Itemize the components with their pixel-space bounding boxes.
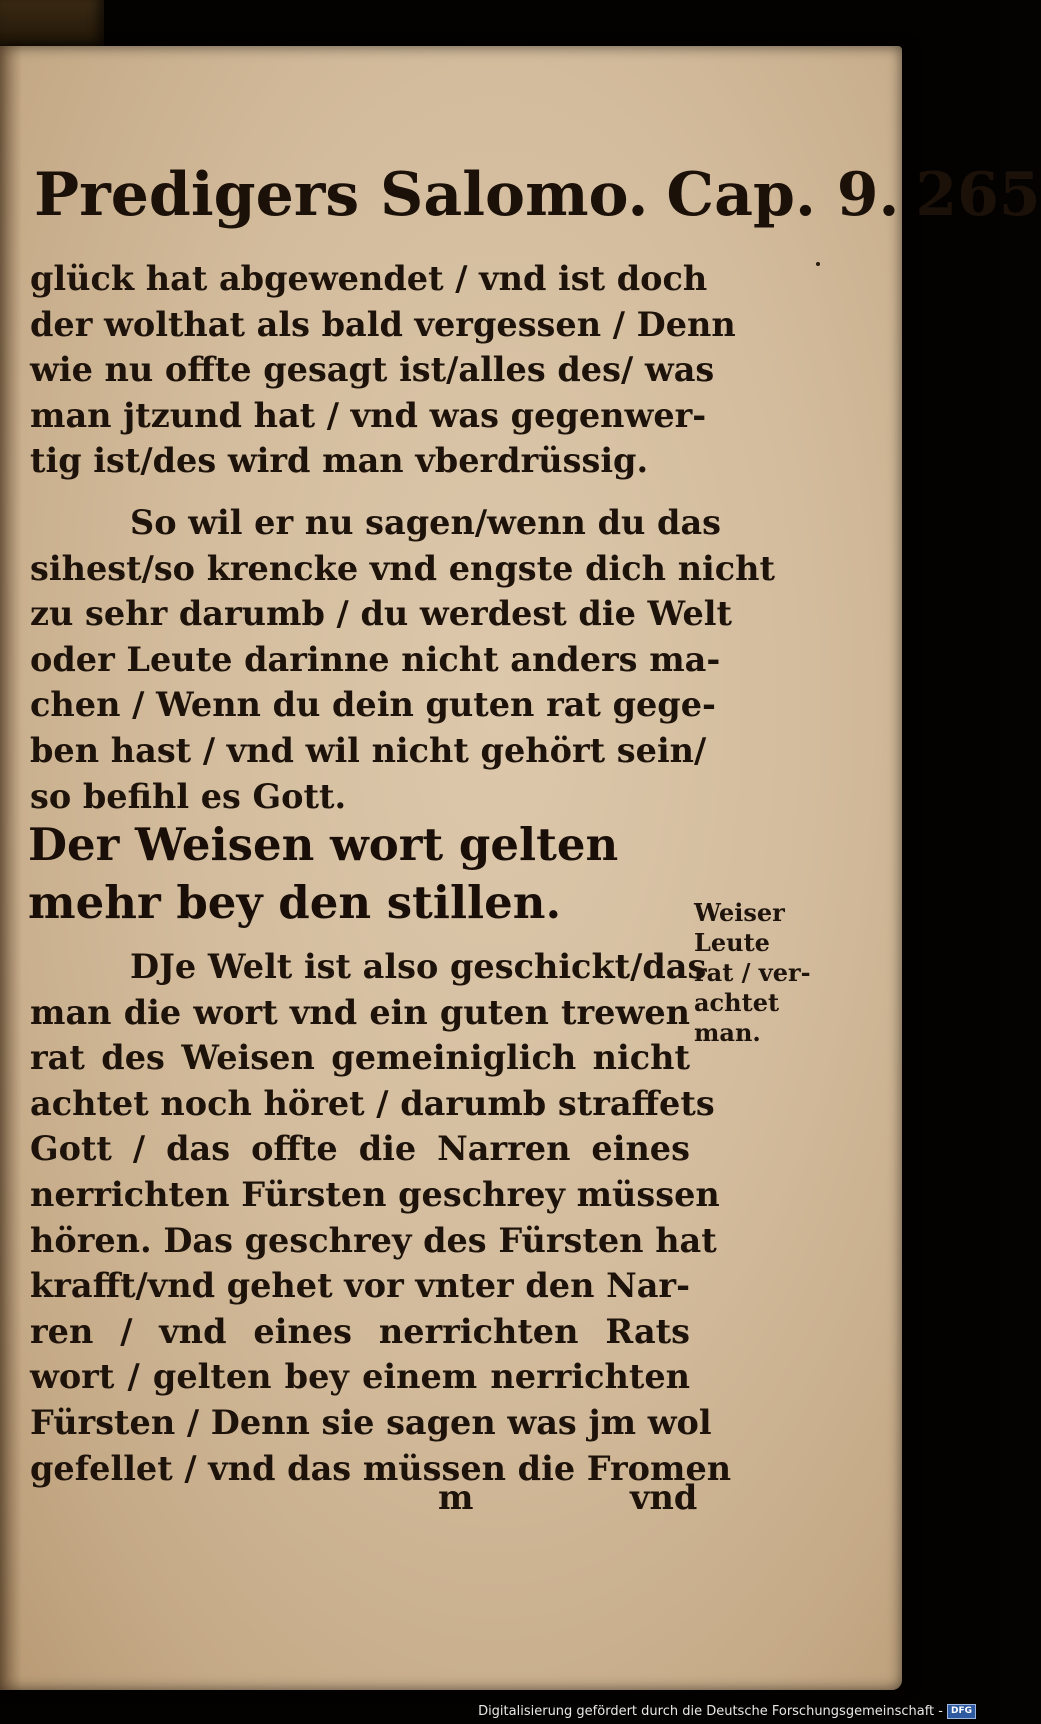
text-line: hören. Das geschrey des Fürsten hat	[30, 1220, 717, 1260]
text-line: tig ist/des wird man vberdrüssig.	[30, 441, 649, 481]
catchword-line	[30, 1478, 698, 1524]
text-line: chen / Wenn du dein guten rat gege-	[30, 685, 716, 725]
chapter-number: Cap. 9.	[666, 160, 900, 230]
text-line: so befihl es Gott.	[30, 776, 347, 816]
margin-note-line: Weiser	[694, 898, 785, 927]
signature-mark: m	[438, 1478, 474, 1517]
book-page	[0, 46, 1041, 1690]
text-line: So wil er nu sagen/wenn du das	[130, 503, 722, 542]
credit-text: Digitalisierung gefördert durch die Deutsche Forschungsgemeinschaft -	[478, 1704, 943, 1719]
margin-note	[694, 898, 824, 1048]
text-line: wort / gelten bey einem nerrichten	[30, 1357, 690, 1397]
text-line: man die wort vnd ein guten trewen	[30, 992, 690, 1032]
paragraph-so-wil	[30, 500, 775, 819]
heading-line: mehr bey den stillen.	[28, 876, 562, 929]
margin-note-line: Leute	[694, 928, 770, 957]
text-line: krafft/vnd gehet vor vnter den Nar-	[30, 1266, 690, 1306]
text-line: DJe Welt ist also geschickt/das	[130, 947, 707, 986]
digitization-credit	[478, 1704, 976, 1719]
text-line: ben hast / vnd wil nicht gehört sein/	[30, 730, 707, 770]
running-title: Predigers Salomo.	[34, 160, 649, 230]
paragraph-die-welt	[30, 944, 732, 1491]
text-line: nerrichten Fürsten geschrey müssen	[30, 1174, 720, 1214]
margin-note-line: rat / ver-	[694, 958, 811, 987]
text-line: wie nu offte gesagt ist/alles des/ was	[30, 350, 715, 390]
text-line: zu sehr darumb / du werdest die Welt	[30, 594, 732, 634]
catchword: vnd	[630, 1478, 698, 1517]
text-line: ren / vnd eines nerrichten Rats	[30, 1311, 690, 1351]
text-line: der wolthat als bald vergessen / Denn	[30, 304, 736, 344]
section-heading	[28, 816, 688, 932]
margin-note-line: achtet	[694, 988, 780, 1017]
text-line: oder Leute darinne nicht anders ma-	[30, 639, 721, 679]
text-line: man jtzund hat / vnd was gegenwer-	[30, 395, 707, 435]
text-line: sihest/so krencke vnd engste dich nicht	[30, 548, 775, 588]
dfg-logo: DFG	[947, 1704, 976, 1719]
paragraph-continued	[30, 256, 736, 484]
text-line: achtet noch höret / darumb straffets	[30, 1083, 715, 1123]
book-binding-corner	[0, 0, 104, 50]
text-line: Gott / das offte die Narren eines	[30, 1129, 690, 1169]
ink-speck	[816, 262, 820, 266]
margin-note-line: man.	[694, 1018, 761, 1047]
text-line: gefellet / vnd das müssen die Fromen	[30, 1448, 732, 1488]
page-number: 265	[915, 160, 1041, 230]
text-line: glück hat abgewendet / vnd ist doch	[30, 259, 708, 298]
heading-line: Der Weisen wort gelten	[28, 818, 619, 871]
text-line: Fürsten / Denn sie sagen was jm wol	[30, 1402, 712, 1442]
running-header	[34, 160, 1041, 246]
text-line: rat des Weisen gemeiniglich nicht	[30, 1038, 690, 1078]
